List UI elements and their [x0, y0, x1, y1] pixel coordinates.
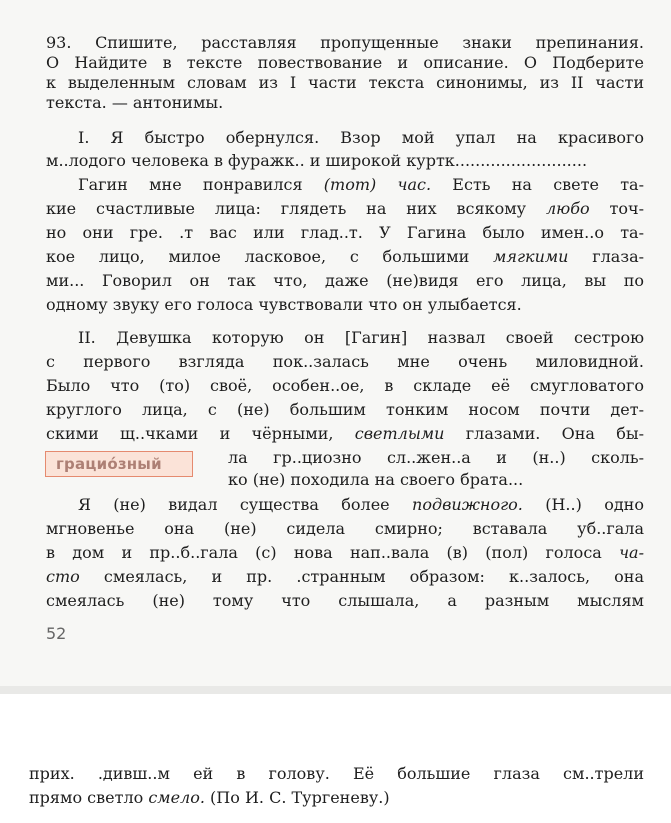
- exercise-line-3: к выделенным словам из I части текста синонимы, из II части: [46, 73, 644, 92]
- highlighted-word: (тот) час.: [323, 175, 432, 194]
- part2-para2-line-1: Я (не) видал существа более подвижного. (Н..) одно: [78, 495, 644, 514]
- page-divider: [0, 686, 671, 694]
- part1-para2-line-6: одному звуку его голоса чувствовали что он улыбается.: [46, 295, 522, 314]
- highlighted-word: ча-: [619, 543, 644, 562]
- part2-line-3: Было что (то) своё, особен..ое, в складе её смугловатого: [46, 376, 644, 395]
- part2-line-6: ла гр..циозно сл..жен..а и (н..) сколь-: [228, 448, 644, 467]
- continuation-line-1: прих. .дивш..м ей в голову. Её большие глаза см..трели: [29, 764, 644, 783]
- part1-line-2: м..лодого человека в фуражк.. и широкой куртк..........................: [46, 151, 588, 170]
- highlighted-word: любо: [545, 199, 590, 218]
- highlighted-word: сто: [46, 567, 80, 586]
- highlighted-word: подвижного.: [412, 495, 523, 514]
- part2-line-2: с первого взгляда пок..залась мне очень миловидной.: [46, 352, 644, 371]
- part2-line-7: ко (не) походила на своего брата...: [228, 470, 524, 489]
- exercise-line-4: текста. — антонимы.: [46, 93, 224, 112]
- part1-line-1: I. Я быстро обернулся. Взор мой упал на красивого: [78, 128, 644, 147]
- highlighted-word: светлыми: [354, 424, 445, 443]
- highlighted-word: мягкими: [493, 247, 569, 266]
- part1-para2-line-1: Гагин мне понравился (тот) час. Есть на свете та-: [78, 175, 644, 194]
- exercise-line-1: 93. Спишите, расставляя пропущенные знаки препинания.: [46, 33, 644, 52]
- highlighted-word: смело.: [148, 788, 205, 807]
- part2-line-1: II. Девушка которую он [Гагин] назвал своей сестрою: [78, 328, 644, 347]
- page-number: 52: [46, 624, 67, 643]
- part1-para2-line-5: ми... Говорил он так что, даже (не)видя его лица, вы по: [46, 271, 644, 290]
- vocabulary-word: грацио́зный: [56, 455, 162, 473]
- part2-para2-line-5: смеялась (не) тому что слышала, а разным мыслям: [46, 591, 644, 610]
- continuation-line-2: прямо светло смело. (По И. С. Тургеневу.): [29, 788, 390, 807]
- part2-para2-line-3: в дом и пр..б..гала (с) нова нап..вала (в) (пол) голоса ча-: [46, 543, 644, 562]
- part2-line-4: круглого лица, с (не) большим тонким носом почти дет-: [46, 400, 644, 419]
- part1-para2-line-3: но они гре. .т вас или глад..т. У Гагина было имен..о та-: [46, 223, 644, 242]
- exercise-line-2: О Найдите в тексте повествование и описание. О Подберите: [46, 53, 644, 72]
- part2-line-5: скими щ..чками и чёрными, светлыми глазами. Она бы-: [46, 424, 645, 443]
- part1-para2-line-2: кие счастливые лица: глядеть на них всякому любо точ-: [46, 199, 644, 218]
- part2-para2-line-2: мгновенье она (не) сидела смирно; вставала уб..гала: [46, 519, 644, 538]
- vocabulary-note-box: [45, 451, 193, 477]
- part2-para2-line-4: сто смеялась, и пр. .странным образом: к..залось, она: [46, 567, 645, 586]
- part1-para2-line-4: кое лицо, милое ласковое, с большими мягкими глаза-: [46, 247, 645, 266]
